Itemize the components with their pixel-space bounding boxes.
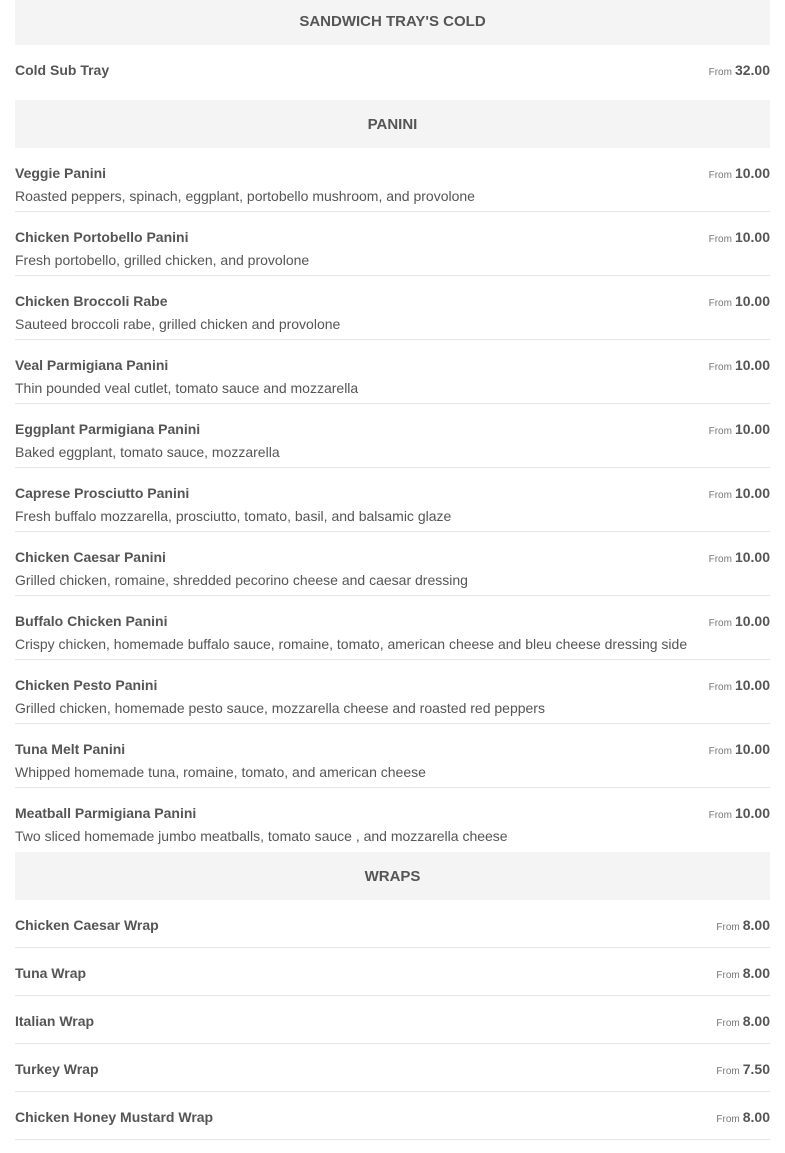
item-name: Chicken Honey Mustard Wrap: [15, 1109, 214, 1125]
price-from-label: From: [716, 1066, 740, 1077]
item-price: [716, 1109, 770, 1128]
menu-item[interactable]: [15, 948, 770, 996]
price-value: 10.00: [734, 421, 770, 437]
item-price: [716, 917, 770, 936]
item-name: Chicken Caesar Panini: [15, 549, 166, 565]
item-price: [709, 677, 770, 696]
item-name: Turkey Wrap: [15, 1061, 99, 1077]
price-value: 10.00: [734, 613, 770, 629]
price-value: 32.00: [734, 62, 770, 78]
menu-item[interactable]: [15, 276, 770, 340]
item-name: Buffalo Chicken Panini: [15, 613, 168, 629]
item-price: [709, 293, 770, 312]
menu-item[interactable]: [15, 1092, 770, 1140]
item-price: [716, 1061, 770, 1080]
section-header-sandwich-trays: SANDWICH TRAY'S COLD: [15, 0, 770, 45]
price-value: 10.00: [734, 357, 770, 373]
item-description: Fresh buffalo mozzarella, prosciutto, tomato, basil, and balsamic glaze: [15, 508, 452, 524]
item-price: [709, 613, 770, 632]
price-from-label: From: [716, 1018, 740, 1029]
price-value: 10.00: [734, 805, 770, 821]
price-from-label: From: [716, 1114, 740, 1125]
price-from-label: From: [708, 426, 732, 437]
menu-item[interactable]: [15, 532, 770, 596]
price-value: 8.00: [742, 1109, 770, 1125]
menu-item[interactable]: [15, 212, 770, 276]
item-name: Chicken Portobello Panini: [15, 229, 189, 245]
item-name: Tuna Wrap: [15, 965, 87, 981]
price-from-label: From: [708, 298, 732, 309]
section-header-wraps: WRAPS: [15, 852, 770, 900]
item-price: [709, 357, 770, 376]
item-name: Veal Parmigiana Panini: [15, 357, 169, 373]
item-name: Eggplant Parmigiana Panini: [15, 421, 201, 437]
item-name: Caprese Prosciutto Panini: [15, 485, 190, 501]
price-value: 10.00: [734, 293, 770, 309]
menu-item[interactable]: [15, 404, 770, 468]
item-name: Chicken Caesar Wrap: [15, 917, 159, 933]
price-from-label: From: [716, 970, 740, 981]
price-from-label: From: [708, 554, 732, 565]
menu-item[interactable]: [15, 468, 770, 532]
item-price: [709, 421, 770, 440]
item-description: Thin pounded veal cutlet, tomato sauce and mozzarella: [15, 380, 359, 396]
item-name: Chicken Broccoli Rabe: [15, 293, 168, 309]
price-from-label: From: [708, 362, 732, 373]
item-name: Tuna Melt Panini: [15, 741, 126, 757]
price-value: 10.00: [734, 677, 770, 693]
item-description: Two sliced homemade jumbo meatballs, tomato sauce , and mozzarella cheese: [15, 828, 508, 844]
item-description: Grilled chicken, homemade pesto sauce, mozzarella cheese and roasted red peppers: [15, 700, 545, 716]
price-from-label: From: [708, 490, 732, 501]
price-value: 10.00: [734, 741, 770, 757]
menu-item[interactable]: [15, 724, 770, 788]
price-value: 10.00: [734, 165, 770, 181]
item-price: [716, 965, 770, 984]
item-description: Sauteed broccoli rabe, grilled chicken and provolone: [15, 316, 341, 332]
price-value: 10.00: [734, 485, 770, 501]
price-value: 8.00: [742, 917, 770, 933]
item-name: Veggie Panini: [15, 165, 107, 181]
menu-item[interactable]: [15, 996, 770, 1044]
item-name: Cold Sub Tray: [15, 62, 110, 78]
menu-item[interactable]: [15, 788, 770, 852]
item-price: [709, 62, 770, 81]
price-value: 8.00: [742, 1013, 770, 1029]
price-value: 8.00: [742, 965, 770, 981]
menu-list: [15, 0, 770, 1140]
item-name: Chicken Pesto Panini: [15, 677, 158, 693]
item-price: [709, 165, 770, 184]
item-price: [709, 805, 770, 824]
price-from-label: From: [708, 234, 732, 245]
item-price: [709, 741, 770, 760]
item-description: Baked eggplant, tomato sauce, mozzarella: [15, 444, 280, 460]
menu-item[interactable]: [15, 596, 770, 660]
item-description: Grilled chicken, romaine, shredded pecorino cheese and caesar dressing: [15, 572, 468, 588]
price-from-label: From: [708, 618, 732, 629]
price-from-label: From: [708, 746, 732, 757]
menu-item[interactable]: [15, 1044, 770, 1092]
price-from-label: From: [708, 170, 732, 181]
item-description: Whipped homemade tuna, romaine, tomato, and american cheese: [15, 764, 426, 780]
menu-item[interactable]: [15, 340, 770, 404]
item-price: [716, 1013, 770, 1032]
price-from-label: From: [716, 922, 740, 933]
section-header-panini: PANINI: [15, 100, 770, 148]
item-description: Roasted peppers, spinach, eggplant, portobello mushroom, and provolone: [15, 188, 475, 204]
price-value: 10.00: [734, 229, 770, 245]
item-description: Crispy chicken, homemade buffalo sauce, romaine, tomato, american cheese and bleu cheese dressing side: [15, 636, 688, 652]
price-from-label: From: [708, 67, 732, 78]
menu-item[interactable]: [15, 148, 770, 212]
item-name: Italian Wrap: [15, 1013, 95, 1029]
item-price: [709, 549, 770, 568]
price-value: 7.50: [742, 1061, 770, 1077]
menu-item[interactable]: [15, 900, 770, 948]
price-from-label: From: [708, 682, 732, 693]
item-description: Fresh portobello, grilled chicken, and provolone: [15, 252, 310, 268]
price-from-label: From: [708, 810, 732, 821]
menu-item[interactable]: [15, 660, 770, 724]
menu-item[interactable]: [15, 45, 770, 93]
price-value: 10.00: [734, 549, 770, 565]
item-price: [709, 229, 770, 248]
item-price: [709, 485, 770, 504]
item-name: Meatball Parmigiana Panini: [15, 805, 197, 821]
